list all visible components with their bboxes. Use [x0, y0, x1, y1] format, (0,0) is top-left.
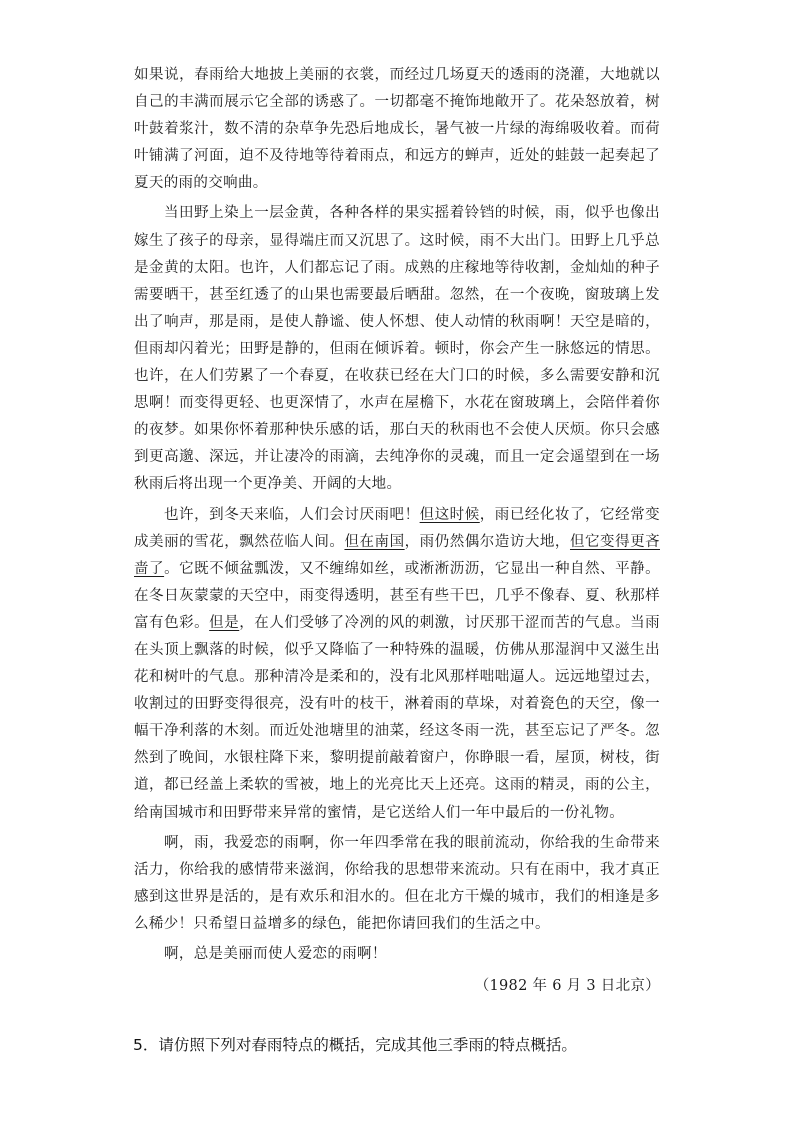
- paragraph-text: ，雨仍然偶尔造访大地，: [404, 533, 570, 550]
- essay-body: [134, 62, 660, 971]
- paragraph-text: ，雨已经化妆了，它经常变成美丽的雪花，飘然莅临人间。: [134, 506, 661, 550]
- underlined-phrase: 但这时候: [419, 506, 480, 523]
- underlined-phrase: 但它变得更吝啬了: [134, 533, 660, 577]
- underlined-phrase: 但是: [209, 614, 240, 631]
- date-attribution: （1982 年 6 月 3 日北京）: [474, 978, 660, 994]
- paragraph-autumn-rain: [134, 200, 660, 498]
- question-5: 5．请仿照下列对春雨特点的概括，完成其他三季雨的特点概括。: [133, 1036, 577, 1054]
- paragraph-winter-rain: [134, 502, 660, 827]
- paragraph-text: 啊，总是美丽而使人爱恋的雨啊！: [164, 946, 387, 962]
- paragraph-closing: [134, 941, 660, 968]
- paragraph-summer-rain: [134, 62, 660, 197]
- paragraph-text: 如果说，春雨给大地披上美丽的衣裳，而经过几场夏天的透雨的浇灌，大地就以自己的丰满而展示它全部的诱惑了。一切都毫不掩饰地敞开了。花朵怒放着，树叶鼓着浆汁，数不清的杂草争先恐后地成长，暑气被一片绿的海绵吸收着。而荷叶铺满了河面，迫不及待地等待着雨点，和远方的蝉声，近处的蛙鼓一起奏起了夏天的雨的交响曲。: [134, 67, 660, 192]
- paragraph-text: 。它既不倾盆瓢泼，又不缠绵如丝，或淅淅沥沥，它显出一种自然、平静。在冬日灰蒙蒙的天空中，雨变得透明，甚至有些干巴，几乎不像春、夏、秋那样富有色彩。: [134, 560, 661, 631]
- paragraph-ode-to-rain: [134, 830, 660, 938]
- paragraph-text: ，在人们受够了冷冽的风的刺激，讨厌那干涩而苦的气息。当雨在头顶上飘落的时候，似乎又降临了一种特殊的温暖，仿佛从那湿润中又滋生出花和树叶的气息。那种清冷是柔和的，没有北风那样咄咄逼人。远远地望过去，收割过的田野变得很亮，没有叶的枝干，淋着雨的草垛，对着瓷色的天空，像一幅干净利落的木刻。而近处池塘里的油菜，经这冬雨一洗，甚至忘记了严冬。忽然到了晚间，水银柱降下来，黎明提前敲着窗户，你睁眼一看，屋顶，树枝，街道，都已经盖上柔软的雪被，地上的光亮比天上还亮。这雨的精灵，雨的公主，给南国城市和田野带来异常的蜜情，是它送给人们一年中最后的一份礼物。: [134, 614, 660, 821]
- paragraph-text: 当田野上染上一层金黄，各种各样的果实摇着铃铛的时候，雨，似乎也像出嫁生了孩子的母亲，显得端庄而又沉思了。这时候，雨不大出门。田野上几乎总是金黄的太阳。也许，人们都忘记了雨。成熟的庄稼地等待收割，金灿灿的种子需要晒干，甚至红透了的山果也需要最后晒甜。忽然，在一个夜晚，窗玻璃上发出了响声，那是雨，是使人静谧、使人怀想、使人动情的秋雨啊！天空是暗的，但雨却闪着光；田野是静的，但雨在倾诉着。顿时，你会产生一脉悠远的情思。也许，在人们劳累了一个春夏，在收获已经在大门口的时候，多么需要安静和沉思啊！而变得更轻、也更深情了，水声在屋檐下，水花在窗玻璃上，会陪伴着你的夜梦。如果你怀着那种快乐感的话，那白天的秋雨也不会使人厌烦。你只会感到更高邈、深远，并让凄冷的雨滴，去纯净你的灵魂，而且一定会遥望到在一场秋雨后将出现一个更净美、开阔的大地。: [134, 205, 660, 493]
- underlined-phrase: 但在南国: [344, 533, 405, 550]
- paragraph-text: 啊，雨，我爱恋的雨啊，你一年四季常在我的眼前流动，你给我的生命带来活力，你给我的感情带来滋润，你给我的思想带来流动。只有在雨中，我才真正感到这世界是活的，是有欢乐和泪水的。但在北方干燥的城市，我们的相逢是多么稀少！只希望日益增多的绿色，能把你请回我们的生活之中。: [134, 834, 660, 932]
- paragraph-text: 也许，到冬天来临，人们会讨厌雨吧！: [164, 506, 420, 523]
